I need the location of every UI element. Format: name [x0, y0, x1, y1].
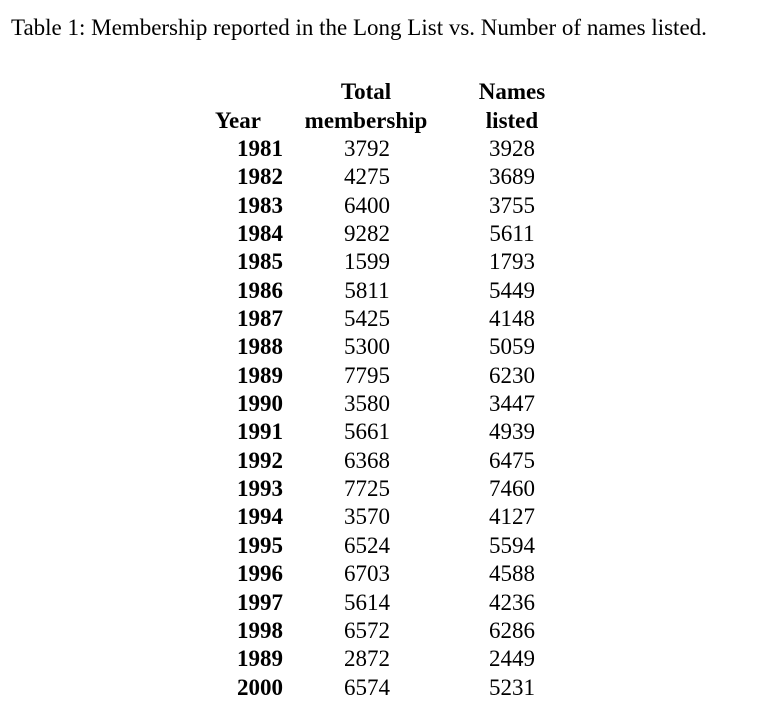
table-row — [0, 418, 768, 446]
column-header-year: Year — [215, 108, 261, 133]
total-membership-cell: 3580 — [344, 391, 390, 417]
table-row — [0, 447, 768, 475]
table-row — [0, 220, 768, 248]
column-header-total-line2: membership — [304, 108, 428, 133]
table-row — [0, 475, 768, 503]
total-membership-cell: 5614 — [344, 589, 390, 615]
total-membership-cell: 3792 — [344, 136, 390, 161]
year-cell: 2000 — [237, 674, 283, 700]
names-listed-cell: 6475 — [489, 447, 535, 473]
table-row — [0, 163, 768, 191]
names-listed-cell: 5231 — [489, 674, 535, 700]
table-row — [0, 277, 768, 305]
names-listed-cell: 3447 — [489, 391, 535, 417]
year-cell: 1991 — [237, 419, 283, 445]
year-cell: 1994 — [237, 504, 283, 530]
table-caption: Table 1: Membership reported in the Long List vs. Number of names listed. — [11, 15, 707, 40]
column-header-names-line2: listed — [485, 108, 539, 133]
names-listed-cell: 5449 — [489, 277, 535, 303]
year-cell: 1987 — [237, 306, 283, 332]
year-cell: 1981 — [237, 136, 283, 161]
year-cell: 1993 — [237, 476, 283, 502]
year-cell: 1988 — [237, 334, 283, 360]
names-listed-cell: 4148 — [489, 306, 535, 332]
names-listed-cell: 3755 — [489, 192, 535, 218]
table-body — [0, 135, 768, 702]
total-membership-cell: 6524 — [344, 532, 390, 558]
year-cell: 1992 — [237, 447, 283, 473]
year-cell: 1985 — [237, 249, 283, 275]
total-membership-cell: 6574 — [344, 674, 390, 700]
table-row — [0, 192, 768, 220]
names-listed-cell: 5611 — [489, 221, 535, 247]
year-cell: 1986 — [237, 277, 283, 303]
year-cell: 1995 — [237, 532, 283, 558]
table-row — [0, 503, 768, 531]
table-row — [0, 532, 768, 560]
year-cell: 1989 — [237, 362, 283, 388]
total-membership-cell: 7795 — [344, 362, 390, 388]
total-membership-cell: 6368 — [344, 447, 390, 473]
year-cell: 1989 — [237, 646, 283, 672]
total-membership-cell: 5300 — [344, 334, 390, 360]
table-row — [0, 560, 768, 588]
names-listed-cell: 7460 — [489, 476, 535, 502]
total-membership-cell: 9282 — [344, 221, 390, 247]
total-membership-cell: 3570 — [344, 504, 390, 530]
table-row — [0, 135, 768, 163]
year-cell: 1998 — [237, 617, 283, 643]
names-listed-cell: 3689 — [489, 164, 535, 190]
total-membership-cell: 5425 — [344, 306, 390, 332]
total-membership-cell: 6572 — [344, 617, 390, 643]
year-cell: 1982 — [237, 164, 283, 190]
year-cell: 1996 — [237, 561, 283, 587]
table-row — [0, 589, 768, 617]
total-membership-cell: 5811 — [344, 277, 390, 303]
names-listed-cell: 1793 — [489, 249, 535, 275]
names-listed-cell: 6286 — [489, 617, 535, 643]
table-row — [0, 305, 768, 333]
names-listed-cell: 3928 — [489, 136, 535, 161]
total-membership-cell: 4275 — [344, 164, 390, 190]
table-row — [0, 362, 768, 390]
year-cell: 1983 — [237, 192, 283, 218]
table-row — [0, 674, 768, 702]
names-listed-cell: 4939 — [489, 419, 535, 445]
table-row — [0, 248, 768, 276]
table-row — [0, 645, 768, 673]
names-listed-cell: 6230 — [489, 362, 535, 388]
total-membership-cell: 7725 — [344, 476, 390, 502]
total-membership-cell: 2872 — [344, 646, 390, 672]
year-cell: 1990 — [237, 391, 283, 417]
column-header-names-line1: Names — [478, 79, 546, 104]
names-listed-cell: 4127 — [489, 504, 535, 530]
names-listed-cell: 2449 — [489, 646, 535, 672]
table-row — [0, 333, 768, 361]
total-membership-cell: 6400 — [344, 192, 390, 218]
year-cell: 1997 — [237, 589, 283, 615]
names-listed-cell: 5594 — [489, 532, 535, 558]
total-membership-cell: 1599 — [344, 249, 390, 275]
column-header-total-line1: Total — [340, 79, 392, 104]
table-row — [0, 390, 768, 418]
table-row — [0, 617, 768, 645]
names-listed-cell: 4236 — [489, 589, 535, 615]
total-membership-cell: 5661 — [344, 419, 390, 445]
names-listed-cell: 5059 — [489, 334, 535, 360]
total-membership-cell: 6703 — [344, 561, 390, 587]
names-listed-cell: 4588 — [489, 561, 535, 587]
year-cell: 1984 — [237, 221, 283, 247]
